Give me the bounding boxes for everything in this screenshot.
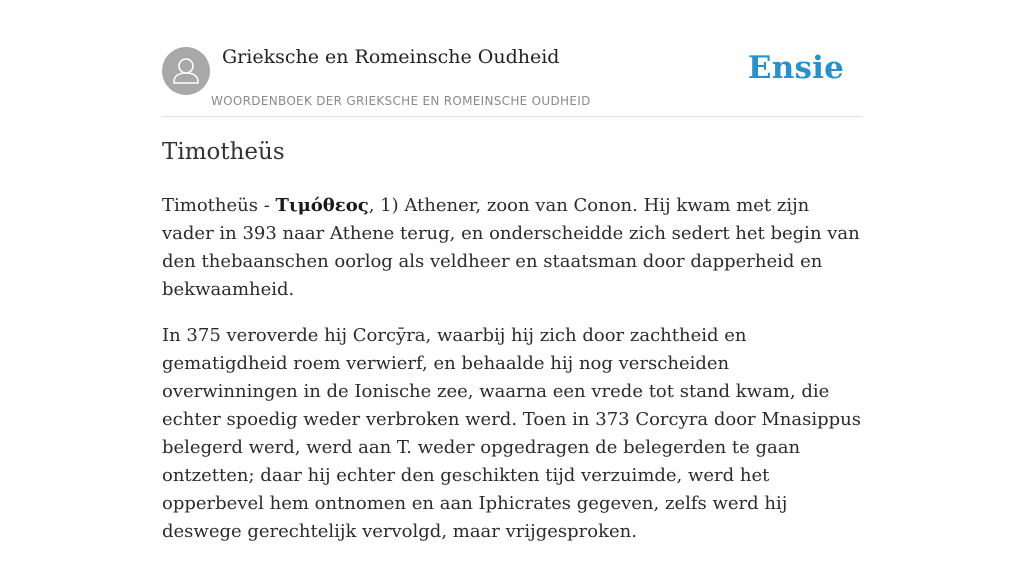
paragraph-1-text: , 1) Athener, zoon van Conon. Hij kwam met zijn vader in 393 naar Athene terug, en onderscheidde zich sedert het begin van den thebaanschen oorlog als veldheer en staatsman door dapperheid en bekwaamheid. xyxy=(162,195,860,300)
greek-term: Τιμόθεος xyxy=(275,195,369,216)
header xyxy=(162,46,862,117)
article-paragraph-1 xyxy=(162,192,862,304)
ensie-logo[interactable]: Ensie xyxy=(747,50,844,86)
paragraph-1-prefix: Timotheüs - xyxy=(162,195,276,216)
article-title: Timotheüs xyxy=(162,139,285,165)
source-title[interactable]: Grieksche en Romeinsche Oudheid xyxy=(222,46,560,68)
source-avatar[interactable] xyxy=(162,47,210,95)
article-content xyxy=(162,192,862,564)
user-silhouette-icon xyxy=(162,47,210,95)
source-subtitle: WOORDENBOEK DER GRIEKSCHE EN ROMEINSCHE OUDHEID xyxy=(211,94,591,108)
article-paragraph-2: In 375 veroverde hij Corcȳra, waarbij hij zich door zachtheid en gematigdheid roem verwierf, en behaalde hij nog verscheiden overwinningen in de Ionische zee, waarna een vrede tot stand kwam, die echter spoedig weder verbroken werd. Toen in 373 Corcyra door Mnasippus belegerd werd, werd aan T. weder opgedragen de belegerden te gaan ontzetten; daar hij echter den geschikten tijd verzuimde, werd het opperbevel hem ontnomen en aan Iphicrates gegeven, zelfs werd hij deswege gerechtelijk vervolgd, maar vrijgesproken. xyxy=(162,325,861,542)
